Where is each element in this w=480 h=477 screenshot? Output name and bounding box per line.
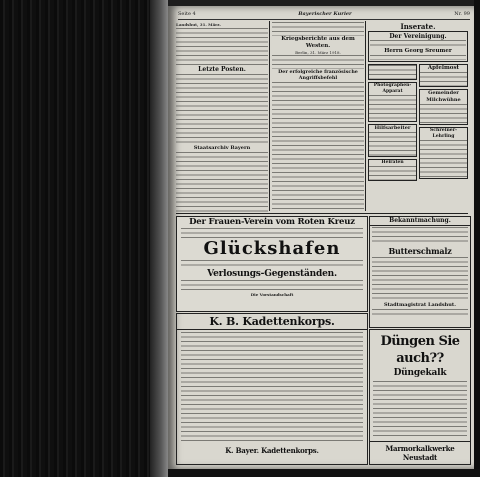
advertisement-column bbox=[368, 22, 468, 212]
war-report-subtitle: Der erfolgreiche französische Angriffsbefehl bbox=[278, 69, 358, 81]
header-masthead: Bayerischer Kurier bbox=[298, 10, 352, 17]
ad-text bbox=[369, 132, 416, 156]
war-report-dateline: Berlin, 31. März 1918. bbox=[295, 50, 341, 55]
ad-bekanntmachung bbox=[369, 216, 471, 328]
ad-text bbox=[369, 166, 416, 180]
ad-title: Hilfsarbeiter bbox=[374, 125, 411, 131]
article-text-block bbox=[176, 152, 268, 212]
ad-sub-column-left bbox=[368, 64, 417, 181]
frauenverein-signature: Die Vorstandschaft bbox=[250, 292, 294, 297]
header-issue-number: Nr. 99 bbox=[454, 10, 470, 17]
war-report-title: Kriegsberichte aus dem Westen. bbox=[281, 36, 355, 49]
glueckshafen-heading: Glückshafen bbox=[203, 238, 341, 259]
ad-duengekalk bbox=[369, 329, 471, 465]
duengekalk-heading: Düngekalk bbox=[393, 368, 447, 378]
horizontal-rule bbox=[176, 213, 468, 214]
ad-text bbox=[370, 55, 466, 60]
article-text-block bbox=[272, 22, 364, 36]
column-rule bbox=[269, 21, 270, 211]
ad-box bbox=[368, 82, 417, 122]
ad-box bbox=[368, 159, 417, 181]
ad-text bbox=[369, 95, 416, 121]
ad-sub-column-right bbox=[419, 64, 468, 181]
kadettenkorps-title: K. B. Kadettenkorps. bbox=[177, 314, 367, 330]
frauenverein-title: Der Frauen-Verein vom Roten Kreuz bbox=[189, 217, 355, 227]
ad-box bbox=[419, 64, 468, 87]
page-header bbox=[178, 8, 470, 20]
duengen-heading: Düngen Sie auch?? bbox=[380, 334, 460, 366]
butterschmalz-heading: Butterschmalz bbox=[388, 246, 452, 256]
article-dateline: Landshut, 31. März. bbox=[176, 22, 221, 27]
ad-vereinigung bbox=[368, 31, 468, 62]
ad-text bbox=[181, 332, 363, 444]
ad-title: Apfelmost bbox=[427, 65, 460, 71]
ad-text bbox=[372, 257, 468, 301]
ad-title: Der Vereinigung. bbox=[389, 33, 447, 40]
section-title: Letzte Posten. bbox=[198, 66, 246, 73]
ad-text bbox=[181, 280, 363, 292]
article-text-block bbox=[176, 28, 268, 66]
scan-right-edge bbox=[474, 0, 480, 477]
ad-title: Heiraten bbox=[381, 160, 404, 165]
ad-title: Photographen-Apparat bbox=[373, 83, 412, 94]
middle-article-column bbox=[272, 22, 364, 212]
column-rule bbox=[365, 21, 366, 211]
article-text-block bbox=[176, 74, 268, 144]
ad-box bbox=[419, 127, 468, 179]
ad-frauenverein bbox=[176, 216, 368, 312]
ad-box bbox=[368, 124, 417, 157]
ad-title: Gemeinder bbox=[428, 90, 459, 96]
ad-kadettenkorps bbox=[176, 313, 368, 465]
ad-title: Schreiner-Lehrling bbox=[429, 128, 458, 139]
header-page-number: Seite 4 bbox=[178, 10, 196, 17]
ad-text bbox=[420, 140, 467, 178]
ad-text bbox=[373, 381, 467, 439]
verlosung-heading: Verlosungs-Gegenständen. bbox=[207, 269, 337, 279]
left-article-column bbox=[176, 22, 268, 212]
ad-text bbox=[181, 260, 363, 268]
ad-box bbox=[368, 64, 417, 80]
stadtmagistrat-signature: Stadtmagistrat Landshut. bbox=[384, 302, 456, 308]
kadettenkorps-signature: K. Bayer. Kadettenkorps. bbox=[225, 446, 319, 455]
ad-text bbox=[420, 72, 467, 86]
ad-text bbox=[372, 227, 468, 245]
ad-name: Herrn Georg Sreumer bbox=[384, 48, 452, 54]
section-subtitle: Staatsarchiv Bayern bbox=[193, 145, 251, 151]
ads-heading: Inserate. bbox=[400, 22, 436, 31]
newspaper-page bbox=[168, 6, 474, 469]
marmorkalkwerke-name: Marmorkalkwerke Neustadt bbox=[370, 441, 470, 462]
article-text-block bbox=[272, 55, 364, 69]
bekanntmachung-title: Bekanntmachung. bbox=[370, 217, 470, 226]
ad-title: Milchwühne bbox=[426, 97, 461, 103]
ad-text bbox=[370, 40, 466, 48]
ad-text bbox=[420, 104, 467, 124]
ad-text bbox=[369, 65, 416, 79]
scan-dark-margin bbox=[0, 0, 168, 477]
ad-text bbox=[372, 309, 468, 317]
scan-bottom-edge bbox=[168, 469, 480, 477]
article-text-block bbox=[272, 82, 364, 212]
ad-box bbox=[419, 89, 468, 125]
ad-text bbox=[181, 228, 363, 238]
